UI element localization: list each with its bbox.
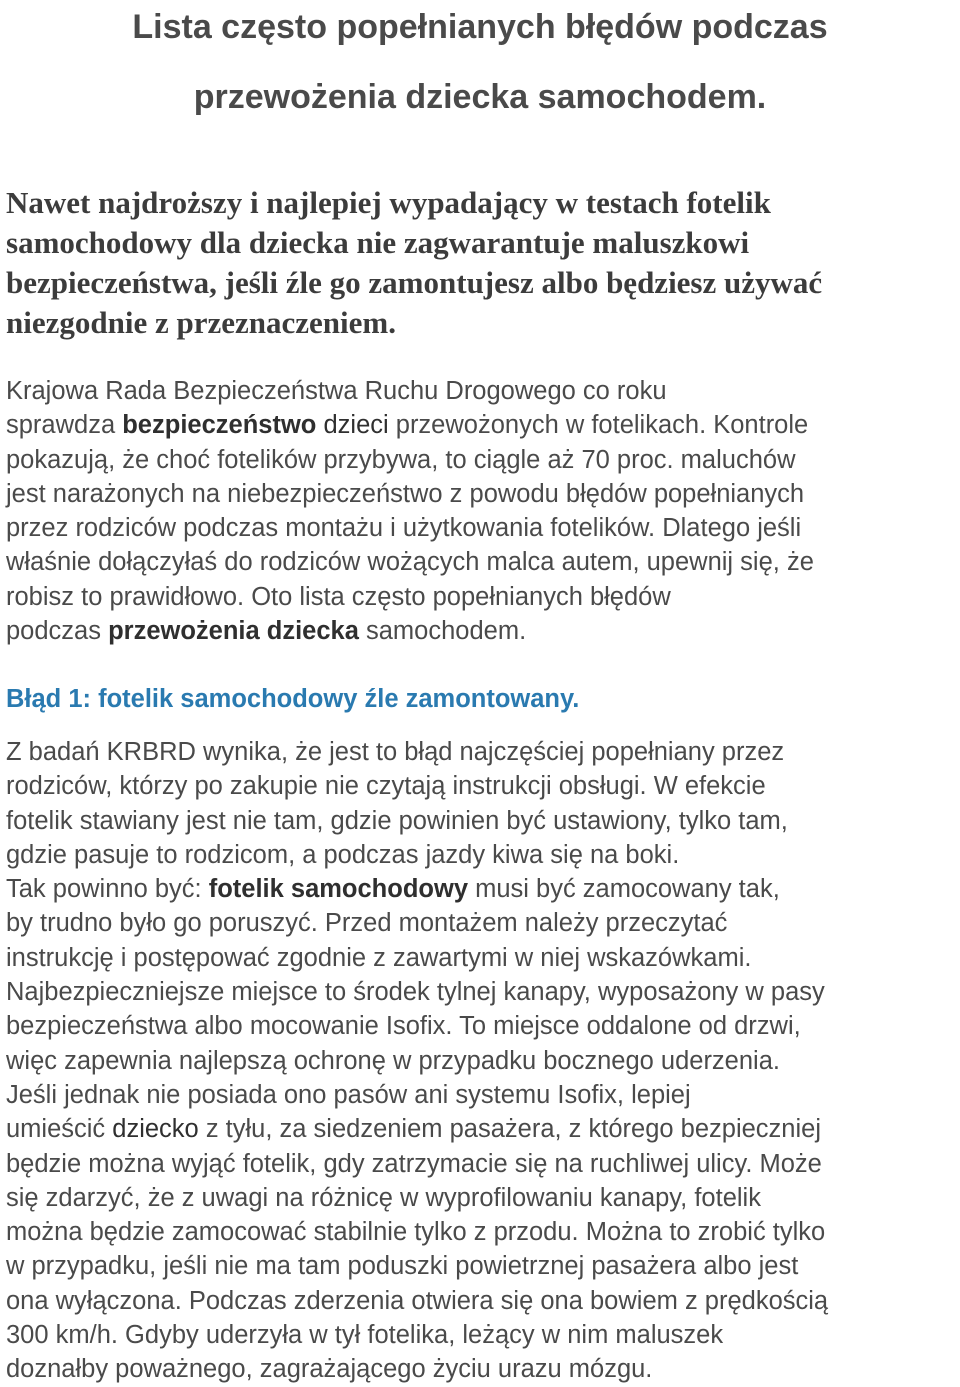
text-line: pokazują, że choć fotelików przybywa, to ciągle aż 70 proc. maluchów — [6, 445, 796, 474]
text-line: fotelik stawiany jest nie tam, gdzie powinien być ustawiony, tylko tam, — [6, 806, 788, 835]
text-fragment: Tak powinno być: — [6, 875, 209, 904]
section-heading: Błąd 1: fotelik samochodowy źle zamontowany. — [6, 685, 580, 713]
text-line: gdzie pasuje to rodzicom, a podczas jazdy kiwa się na boki. — [6, 840, 680, 869]
text-line: bezpieczeństwa albo mocowanie Isofix. To miejsce oddalone od drzwi, — [6, 1012, 801, 1041]
text-line: będzie można wyjąć fotelik, gdy zatrzymacie się na ruchliwej ulicy. Może — [6, 1149, 822, 1178]
text-line: by trudno było go poruszyć. Przed montażem należy przeczytać — [6, 909, 728, 938]
text-fragment: musi być zamocowany tak, — [468, 875, 780, 904]
title-line-1: Lista często popełnianych błędów podczas — [132, 8, 828, 46]
text-line — [6, 1112, 958, 1146]
text-line — [6, 872, 958, 906]
lead-line: samochodowy dla dziecka nie zagwarantuje maluszkowi — [6, 225, 750, 260]
text-line: Krajowa Rada Bezpieczeństwa Ruchu Drogowego co roku — [6, 377, 667, 405]
text-line: doznałby poważnego, zagrażającego życiu urazu mózgu. — [6, 1355, 653, 1384]
intro-paragraph — [6, 374, 958, 648]
text-line — [6, 614, 958, 648]
text-line: Z badań KRBRD wynika, że jest to błąd najczęściej popełniany przez — [6, 738, 785, 766]
lead-line: bezpieczeństwa, jeśli źle go zamontujesz albo będziesz używać — [6, 265, 823, 300]
lead-line: Nawet najdroższy i najlepiej wypadający w testach fotelik — [6, 185, 771, 220]
link-dzieci[interactable]: dzieci — [323, 411, 389, 440]
text-line: jest narażonych na niebezpieczeństwo z powodu błędów popełnianych — [6, 479, 805, 508]
text-line: 300 km/h. Gdyby uderzyła w tył fotelika, leżący w nim maluszek — [6, 1321, 724, 1350]
link-bezpieczenstwo[interactable]: bezpieczeństwo — [122, 411, 317, 440]
lead-paragraph — [6, 183, 956, 343]
text-line — [6, 408, 958, 442]
title-line-2: przewożenia dziecka samochodem. — [193, 78, 767, 116]
section-paragraph — [6, 735, 958, 1387]
text-line: rodziców, którzy po zakupie nie czytają instrukcji obsługi. W efekcie — [6, 772, 766, 801]
text-fragment: z tyłu, za siedzeniem pasażera, z którego bezpieczniej — [198, 1115, 821, 1144]
text-fragment: samochodem. — [358, 617, 527, 646]
page-title — [0, 0, 960, 132]
text-line: Jeśli jednak nie posiada ono pasów ani systemu Isofix, lepiej — [6, 1080, 691, 1109]
text-fragment: podczas — [6, 617, 109, 646]
link-przewozenia-dziecka[interactable]: przewożenia dziecka — [108, 617, 359, 646]
text-line: więc zapewnia najlepszą ochronę w przypadku bocznego uderzenia. — [6, 1046, 780, 1075]
text-line: ona wyłączona. Podczas zderzenia otwiera się ona bowiem z prędkością — [6, 1286, 829, 1315]
text-line: się zdarzyć, że z uwagi na różnicę w wyprofilowaniu kanapy, fotelik — [6, 1183, 761, 1212]
text-line: Najbezpieczniejsze miejsce to środek tylnej kanapy, wyposażony w pasy — [6, 978, 825, 1007]
text-line: przez rodziców podczas montażu i użytkowania fotelików. Dlatego jeśli — [6, 514, 802, 543]
text-fragment: przewożonych w fotelikach. Kontrole — [388, 411, 809, 440]
text-fragment: sprawdza — [6, 411, 123, 440]
text-line: robisz to prawidłowo. Oto lista często popełnianych błędów — [6, 582, 671, 611]
text-line: instrukcję i postępować zgodnie z zawartymi w niej wskazówkami. — [6, 943, 752, 972]
lead-line: niezgodnie z przeznaczeniem. — [6, 305, 396, 340]
link-fotelik-samochodowy[interactable]: fotelik samochodowy — [208, 875, 468, 904]
text-line: właśnie dołączyłaś do rodziców wożących malca autem, upewnij się, że — [6, 548, 814, 577]
link-dziecko[interactable]: dziecko — [112, 1115, 199, 1144]
text-line: w przypadku, jeśli nie ma tam poduszki powietrznej pasażera albo jest — [6, 1252, 799, 1281]
text-line: można będzie zamocować stabilnie tylko z przodu. Można to zrobić tylko — [6, 1218, 826, 1247]
text-fragment: umieścić — [6, 1115, 113, 1144]
